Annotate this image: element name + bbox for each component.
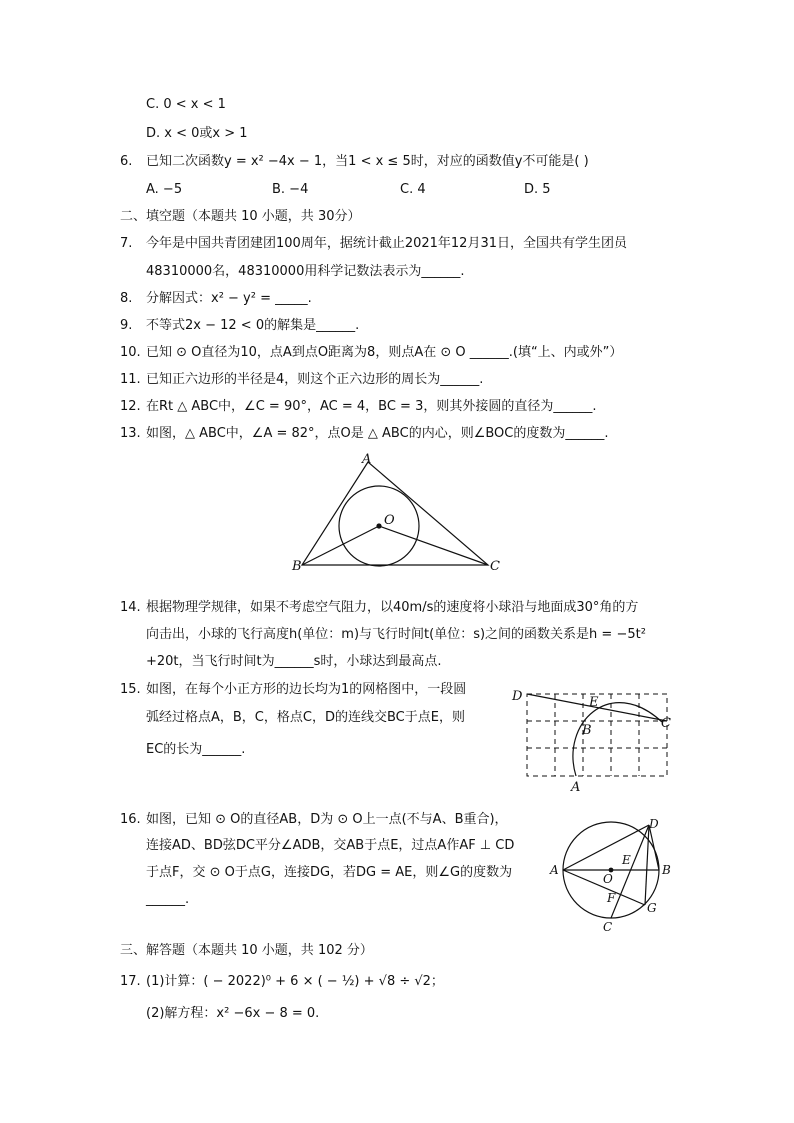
question-number: 12. [120, 399, 141, 414]
question-number: 15. [120, 682, 141, 697]
point-o [376, 523, 381, 528]
label-a: A [571, 780, 581, 794]
arc-abc [573, 703, 662, 776]
question-8-text: 分解因式：x² − y² = _____. [146, 291, 312, 306]
q6-option-d: D. 5 [524, 182, 551, 197]
label-c: C [661, 716, 671, 731]
question-15-line3: EC的长为______. [146, 742, 246, 757]
question-17-part2: (2)解方程：x² −6x − 8 = 0. [146, 1006, 320, 1021]
question-15-line2: 弧经过格点A，B，C，格点C，D的连线交BC于点E，则 [146, 710, 465, 725]
question-16-line3: 于点F，交 ⊙ O于点G，连接DG，若DG = AE，则∠G的度数为 [146, 865, 513, 880]
section-2-heading: 二、填空题（本题共 10 小题，共 30分） [120, 209, 361, 224]
label-c: C [490, 559, 500, 574]
label-d: D [649, 817, 659, 831]
label-o: O [603, 872, 613, 886]
label-a: A [362, 452, 372, 467]
question-number: 16. [120, 812, 141, 827]
label-o: O [384, 513, 395, 528]
label-b: B [662, 863, 671, 877]
question-number: 14. [120, 600, 141, 615]
section-3-heading: 三、解答题（本题共 10 小题，共 102 分） [120, 943, 373, 958]
question-9-text: 不等式2x − 12 < 0的解集是______. [146, 318, 360, 333]
question-7-line2: 48310000名，48310000用科学记数法表示为______. [146, 264, 465, 279]
question-number: 17. [120, 974, 141, 989]
question-14-line1: 根据物理学规律，如果不考虑空气阻力，以40m/s的速度将小球沿与地面成30°角的方 [146, 600, 639, 615]
label-d: D [512, 689, 523, 704]
question-number: 9. [120, 318, 133, 333]
question-15-line1: 如图，在每个小正方形的边长均为1的网格图中，一段圆 [146, 682, 467, 697]
option-d: D. x < 0或x > 1 [146, 126, 248, 141]
question-14-line3: +20t，当飞行时间t为______s时，小球达到最高点. [146, 654, 442, 669]
question-number: 13. [120, 426, 141, 441]
q6-option-b: B. −4 [272, 182, 309, 197]
label-f: F [607, 891, 616, 905]
label-e: E [622, 853, 631, 867]
question-12-text: 在Rt △ ABC中，∠C = 90°，AC = 4，BC = 3，则其外接圆的直径为______. [146, 399, 597, 414]
q6-option-c: C. 4 [400, 182, 426, 197]
question-number: 11. [120, 372, 141, 387]
triangle-abc [302, 462, 488, 565]
question-number: 8. [120, 291, 133, 306]
label-a: A [550, 863, 559, 877]
label-g: G [647, 901, 657, 915]
question-number: 7. [120, 236, 133, 251]
label-c: C [603, 920, 613, 934]
label-e: E [589, 695, 599, 710]
option-c: C. 0 < x < 1 [146, 97, 226, 112]
segment-bd [649, 825, 659, 870]
question-11-text: 已知正六边形的半径是4，则这个正六边形的周长为______. [146, 372, 484, 387]
question-number: 10. [120, 345, 141, 360]
question-17-part1: (1)计算：( − 2022)⁰ + 6 × ( − ½) + √8 ÷ √2； [146, 974, 444, 989]
segment-co [379, 526, 488, 565]
question-6-stem: 已知二次函数y = x² −4x − 1，当1 < x ≤ 5时，对应的函数值y不可能是( ) [146, 154, 589, 169]
question-number: 6. [120, 154, 133, 169]
question-16-line4: ______. [146, 892, 190, 907]
question-10-text: 已知 ⊙ O直径为10，点A到点O距离为8，则点A在 ⊙ O ______.(填“上、内或外”） [146, 345, 623, 360]
label-b: B [582, 723, 592, 738]
circle-chord-figure [545, 812, 680, 937]
question-16-line1: 如图，已知 ⊙ O的直径AB，D为 ⊙ O上一点(不与A、B重合)， [146, 812, 508, 827]
grid-arc-figure [505, 684, 680, 794]
question-14-line2: 向击出，小球的飞行高度h(单位：m)与飞行时间t(单位：s)之间的函数关系是h = −5t² [146, 627, 646, 642]
question-7-line1: 今年是中国共青团建团100周年，据统计截止2021年12月31日，全国共有学生团员 [146, 236, 627, 251]
question-13-text: 如图，△ ABC中，∠A = 82°，点O是 △ ABC的内心，则∠BOC的度数为______. [146, 426, 609, 441]
q6-option-a: A. −5 [146, 182, 183, 197]
label-b: B [292, 559, 302, 574]
triangle-incircle-figure [290, 450, 510, 578]
segment-ad [563, 825, 649, 870]
segment-bo [302, 526, 379, 565]
question-16-line2: 连接AD、BD弦DC平分∠ADB，交AB于点E，过点A作AF ⊥ CD [146, 838, 515, 853]
